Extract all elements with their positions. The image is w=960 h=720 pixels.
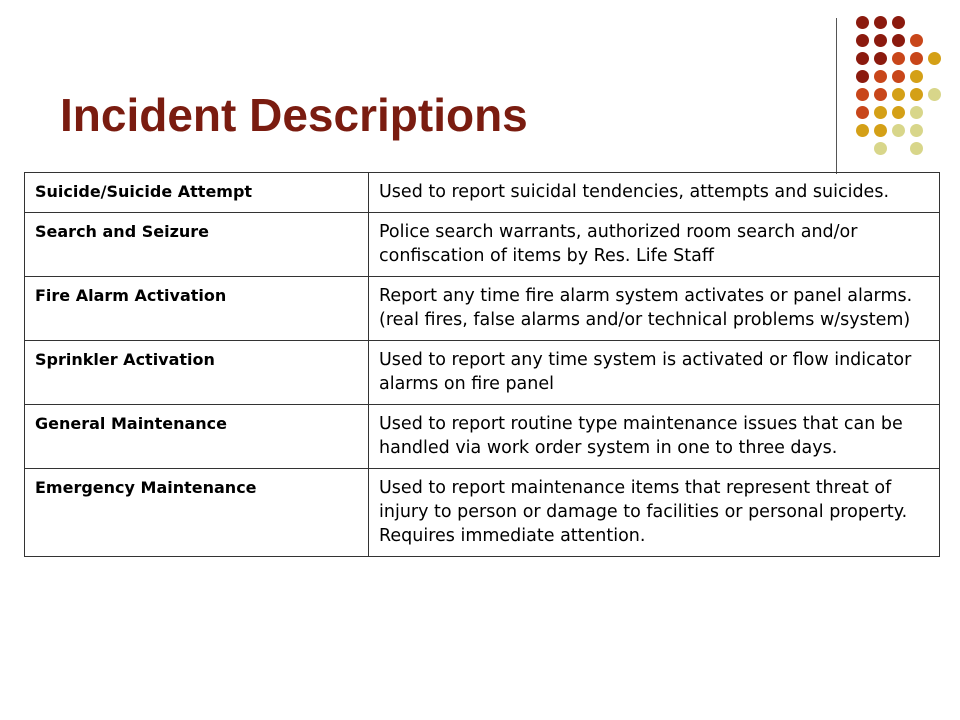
- decorative-dot: [892, 34, 905, 47]
- decorative-dot: [856, 16, 869, 29]
- incident-name: Fire Alarm Activation: [25, 277, 369, 341]
- decorative-dot: [874, 124, 887, 137]
- decorative-dot: [910, 34, 923, 47]
- table-row: [25, 277, 940, 341]
- decorative-dot: [874, 70, 887, 83]
- decorative-dot: [910, 88, 923, 101]
- incident-description: Police search warrants, authorized room search and/or confiscation of items by Res. Life Staff: [369, 213, 940, 277]
- decorative-dot: [928, 88, 941, 101]
- decorative-dot: [874, 52, 887, 65]
- decorative-dot: [892, 88, 905, 101]
- title-divider-line: [836, 18, 837, 174]
- decorative-dot: [856, 88, 869, 101]
- decorative-dot: [874, 88, 887, 101]
- decorative-dot: [892, 106, 905, 119]
- decorative-dot: [874, 34, 887, 47]
- decorative-dot: [892, 16, 905, 29]
- incident-name: Search and Seizure: [25, 213, 369, 277]
- decorative-dot: [874, 142, 887, 155]
- decorative-dot: [910, 70, 923, 83]
- decorative-dot: [874, 106, 887, 119]
- incident-name: Sprinkler Activation: [25, 341, 369, 405]
- table-row: [25, 341, 940, 405]
- incident-name: Emergency Maintenance: [25, 469, 369, 557]
- decorative-dot: [856, 52, 869, 65]
- decorative-dot: [892, 52, 905, 65]
- incident-description: Used to report routine type maintenance issues that can be handled via work order system in one to three days.: [369, 405, 940, 469]
- decorative-dot: [856, 70, 869, 83]
- incident-description: Used to report maintenance items that represent threat of injury to person or damage to facilities or personal property. Requires immediate attention.: [369, 469, 940, 557]
- decorative-dot: [910, 106, 923, 119]
- decorative-dot: [892, 70, 905, 83]
- decorative-dot: [910, 142, 923, 155]
- decorative-dot: [892, 124, 905, 137]
- decorative-dot: [874, 16, 887, 29]
- incident-description: Used to report any time system is activated or flow indicator alarms on fire panel: [369, 341, 940, 405]
- incident-description: Report any time fire alarm system activates or panel alarms. (real fires, false alarms and/or technical problems w/system): [369, 277, 940, 341]
- table-row: [25, 173, 940, 213]
- table-row: [25, 405, 940, 469]
- table-row: [25, 213, 940, 277]
- table-row: [25, 469, 940, 557]
- incident-table: [24, 172, 940, 557]
- decorative-dot: [910, 124, 923, 137]
- decorative-dot: [856, 106, 869, 119]
- incident-description: Used to report suicidal tendencies, attempts and suicides.: [369, 173, 940, 213]
- page-title: Incident Descriptions: [60, 89, 528, 141]
- decorative-dot: [910, 52, 923, 65]
- decorative-dot: [856, 124, 869, 137]
- decorative-dot: [856, 34, 869, 47]
- incident-name: Suicide/Suicide Attempt: [25, 173, 369, 213]
- incident-name: General Maintenance: [25, 405, 369, 469]
- decorative-dot: [928, 52, 941, 65]
